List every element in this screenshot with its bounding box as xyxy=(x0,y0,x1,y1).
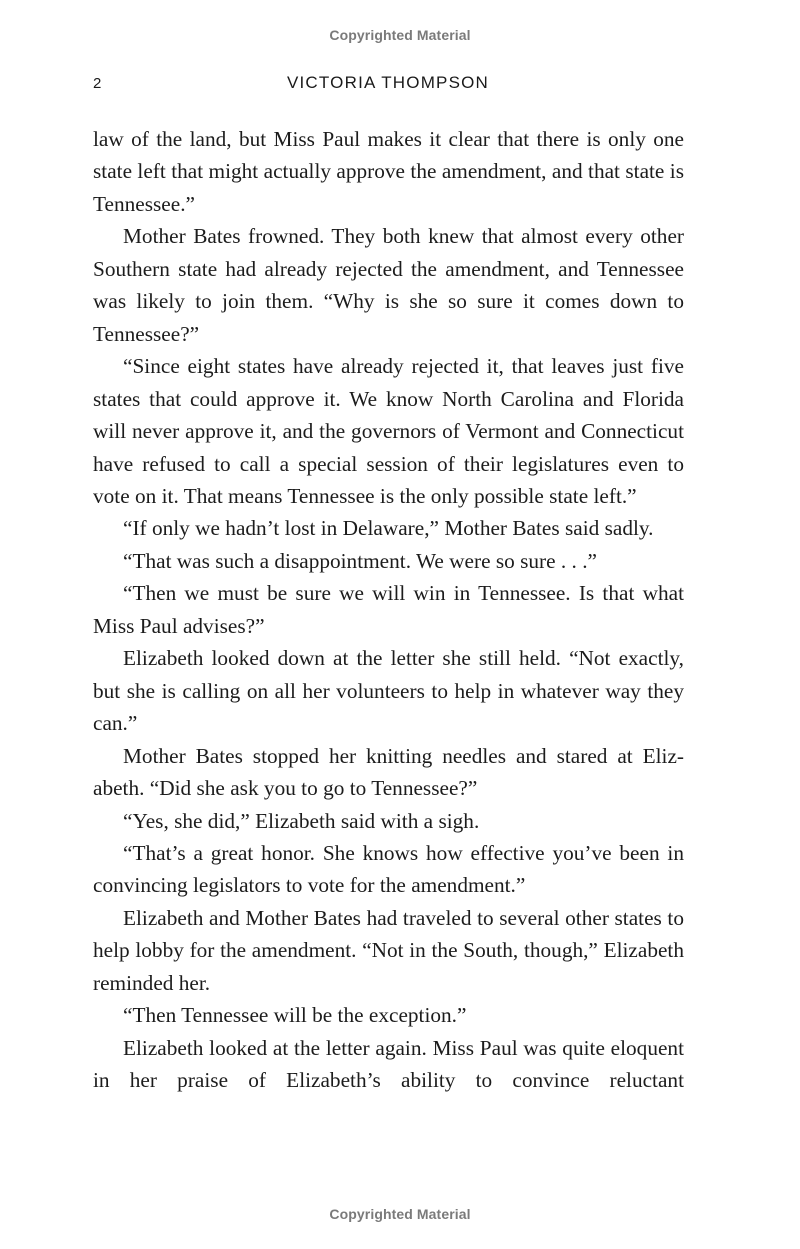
paragraph: “Then we must be sure we will win in Tennessee. Is that what Miss Paul advises?” xyxy=(93,581,684,638)
copyright-watermark-top: Copyrighted Material xyxy=(329,27,471,43)
paragraph: “That’s a great honor. She knows how effective you’ve been in convincing legislators to vote for the amendment.” xyxy=(93,840,684,898)
paragraph: Elizabeth and Mother Bates had traveled to several other states to help lobby for the amendment. “Not in the South, though,” Elizabeth reminded her. xyxy=(93,905,684,995)
copyright-watermark-bottom: Copyrighted Material xyxy=(329,1206,471,1222)
paragraph: “If only we hadn’t lost in Delaware,” Mother Bates said sadly. xyxy=(123,516,654,541)
paragraph: Mother Bates stopped her knitting needles and stared at Elizabeth. “Did she ask you to go to Tennessee?” xyxy=(93,743,684,801)
paragraph: “Since eight states have already rejected it, that leaves just five states that could approve it. We know North Carolina and Florida will never approve it, and the governors of Vermont and Connecticut have refused to call a special session of their legislatures even to vote on it. That means Tennessee is the only possible state left.” xyxy=(93,354,684,508)
paragraph-continuation: law of the land, but Miss Paul makes it clear that there is only one state left that might actually approve the amendment, and that state is Tennessee.” xyxy=(93,127,684,216)
paragraph: Elizabeth looked down at the letter she still held. “Not exactly, but she is calling on all her volunteers to help in whatever way they can.” xyxy=(93,646,684,736)
running-title-author: VICTORIA THOMPSON xyxy=(286,73,490,92)
page-body-text xyxy=(93,123,684,1097)
paragraph: “Yes, she did,” Elizabeth said with a sigh. xyxy=(123,808,480,833)
running-header xyxy=(0,73,800,95)
paragraph: “Then Tennessee will be the exception.” xyxy=(123,1003,467,1028)
paragraph-continues-next-page: Elizabeth looked at the letter again. Miss Paul was quite eloquent in her praise of Elizabeth’s ability to convince reluctant xyxy=(93,1035,684,1093)
page-number: 2 xyxy=(93,75,102,92)
paragraph: “That was such a disappointment. We were so sure . . .” xyxy=(123,548,597,573)
paragraph: Mother Bates frowned. They both knew that almost every other Southern state had already rejected the amendment, and Tennessee was likely to join them. “Why is she so sure it comes down to Tennessee?” xyxy=(93,224,684,346)
